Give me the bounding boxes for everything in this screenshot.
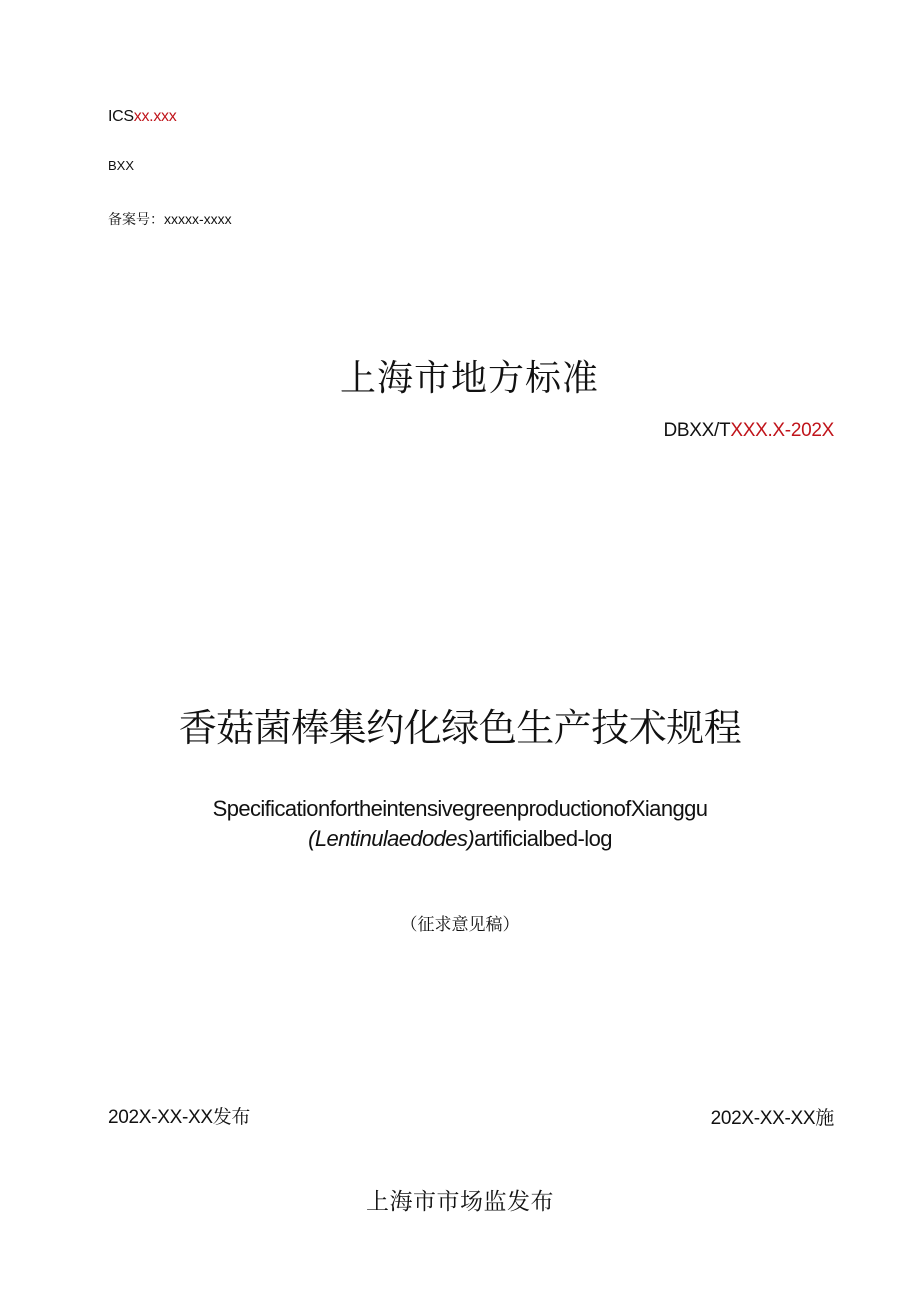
english-title-latin-name: (Lentinulaedodes) [308, 826, 475, 851]
english-title-line-1: SpecificationfortheintensivegreenproductionofXianggu [212, 796, 708, 821]
english-title-line-2 [0, 824, 920, 854]
english-title [0, 794, 920, 854]
record-label: 备案号： [108, 211, 164, 227]
implementation-date: 202X-XX-XX施 [710, 1108, 834, 1129]
category-code: BXX [108, 158, 135, 173]
standard-number-prefix: DBXX/T [663, 420, 731, 441]
ics-code-value: xx.xxx [133, 108, 177, 125]
ics-code [108, 108, 176, 126]
ics-label: ICS [108, 108, 134, 125]
draft-status: （征求意见稿） [400, 915, 520, 934]
standard-type-title: 上海市地方标准 [340, 358, 600, 399]
standard-number-suffix: XXX.X-202X [730, 420, 834, 441]
issue-date: 202X-XX-XX发布 [108, 1107, 251, 1128]
english-title-line-2-rest: artificialbed-log [474, 826, 612, 851]
record-number-value: xxxxx-xxxx [164, 211, 232, 227]
standard-number [664, 420, 835, 442]
issuer: 上海市市场监发布 [366, 1189, 554, 1215]
record-number [108, 209, 232, 229]
document-title: 香菇菌棒集约化绿色生产技术规程 [178, 708, 742, 750]
